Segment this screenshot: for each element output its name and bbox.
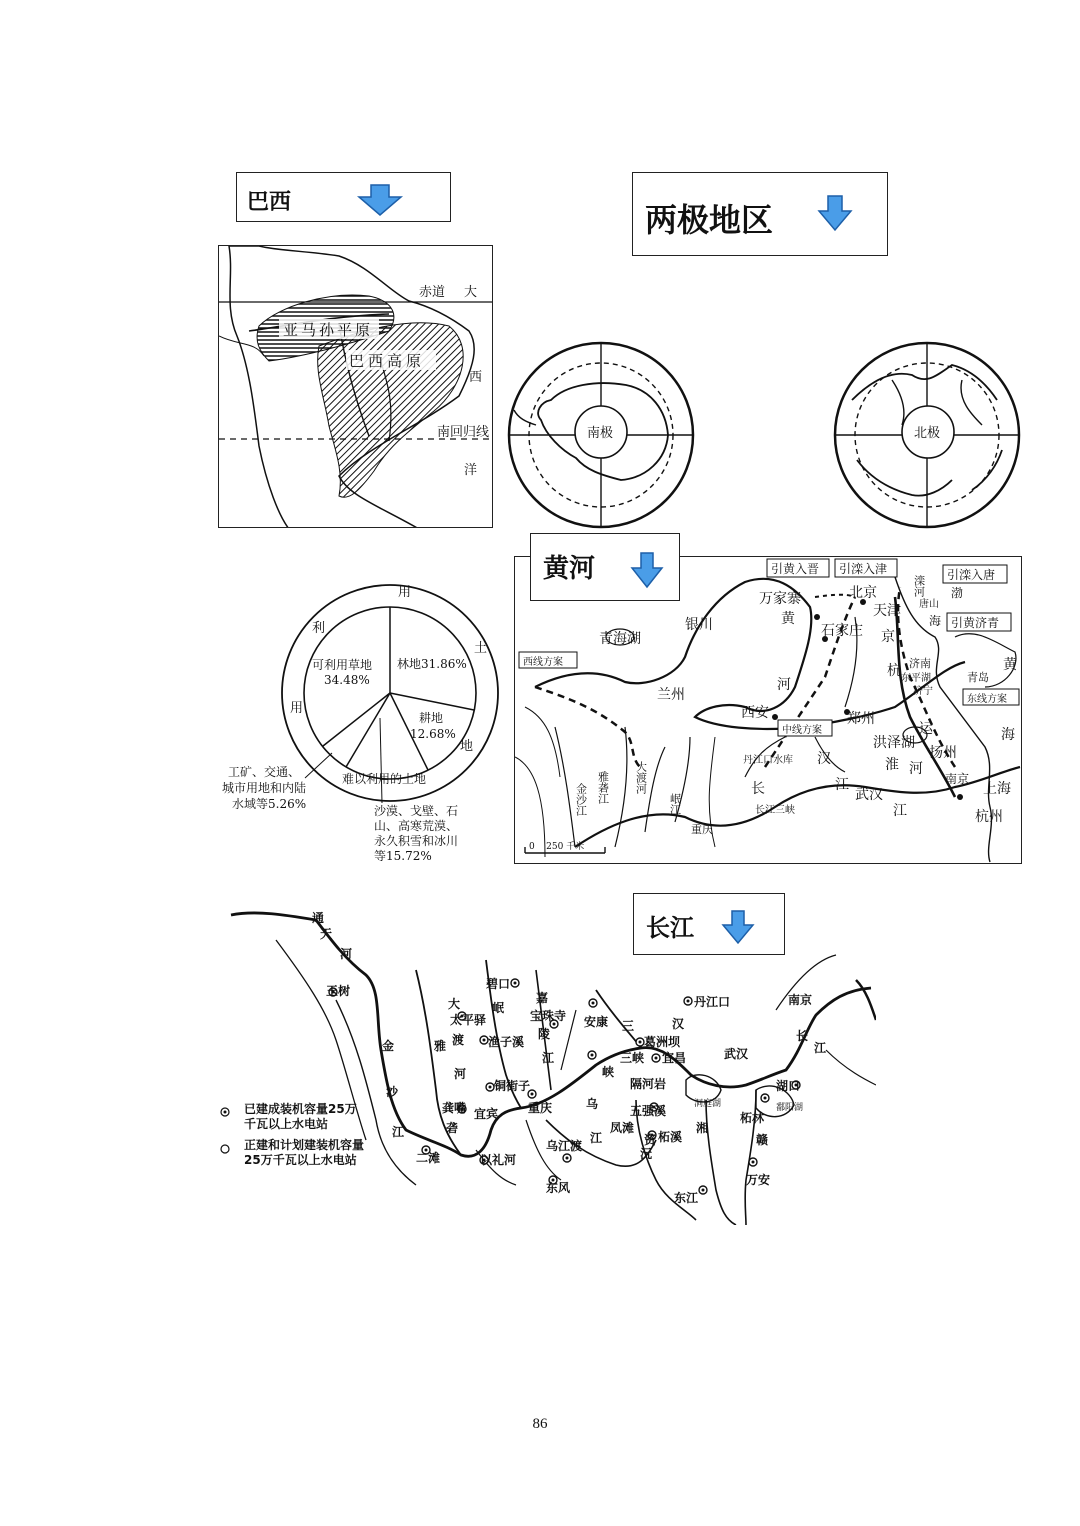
- wujiangdu-label: 乌江渡: [546, 1139, 583, 1153]
- farmland-pct: 12.68%: [410, 727, 456, 741]
- desert-label-3: 永久积雪和冰川: [374, 834, 459, 848]
- xian-label: 西安: [741, 705, 769, 721]
- bikou-label: 碧口: [486, 977, 511, 991]
- yangtze-title: 长江: [646, 914, 694, 942]
- hard-label: 难以利用的土地: [342, 772, 427, 786]
- wanan-label: 万安: [746, 1173, 771, 1187]
- plateau-label: 巴西高原: [349, 352, 426, 370]
- jiang4-label: 江: [814, 1041, 827, 1055]
- qinghai-lake-label: 青海湖: [599, 631, 641, 647]
- ertan-label: 二滩: [416, 1151, 441, 1165]
- north-pole-map: [832, 340, 1022, 530]
- land-use-pie-chart: [220, 578, 510, 868]
- jiang2-label: 江: [542, 1051, 555, 1065]
- jin-label: 金: [382, 1039, 395, 1053]
- wanjiazhai-label: 万家寨: [759, 591, 801, 607]
- ring-label-3: 地: [460, 739, 474, 754]
- urban-label-2: 城市用地和内陆: [222, 781, 307, 795]
- shanghai-label: 上海: [983, 781, 1011, 797]
- scale-label: 0 250 千米: [529, 842, 585, 852]
- jiang-label: 江: [392, 1125, 405, 1139]
- brazil-map-graphic: [219, 246, 493, 528]
- he2-label: 河: [909, 761, 923, 777]
- yinchuan-label: 银川: [685, 617, 713, 633]
- baozhusi-label: 宝珠寺: [530, 1009, 567, 1023]
- hang-label: 杭: [887, 663, 901, 679]
- yun-label: 运: [919, 721, 933, 737]
- forest-label: 林地31.86%: [397, 657, 467, 671]
- ling-label: 陵: [538, 1027, 551, 1041]
- arrow-down-icon: [355, 183, 405, 217]
- zhexi-label: 柘溪: [658, 1130, 683, 1144]
- east-route-label: 东线方案: [967, 694, 1007, 705]
- ring-label-4: 利: [312, 621, 326, 636]
- farmland-label: 耕地: [419, 711, 444, 725]
- long-label: 砻: [446, 1121, 459, 1135]
- arrow-down-icon: [815, 193, 855, 233]
- yinluan-jin-label: 引滦入津: [839, 562, 888, 576]
- nanjing-label: 南京: [945, 772, 970, 786]
- south-pole-map: [506, 340, 696, 530]
- san-label: 三: [622, 1019, 635, 1033]
- han-label: 汉: [672, 1017, 685, 1031]
- yilihe-label: 以礼河: [480, 1153, 517, 1167]
- he-label: 河: [340, 947, 353, 961]
- dongting-label: 洞庭湖: [694, 1099, 722, 1109]
- dongfeng-label: 东风: [546, 1181, 571, 1195]
- da-label: 大: [448, 997, 461, 1011]
- dongjiang-label: 东江: [674, 1191, 699, 1205]
- yuzixi-label: 渔子溪: [488, 1035, 525, 1049]
- legend-planned-line1: 正建和计划建装机容量: [244, 1138, 365, 1152]
- yellow-river-map: [514, 556, 1022, 864]
- nanjing-label: 南京: [788, 993, 813, 1007]
- tangshan-label: 唐山: [919, 599, 939, 610]
- jing-label: 京: [881, 629, 895, 645]
- ring-label-1: 用: [398, 585, 412, 600]
- bo-label: 渤: [951, 586, 964, 600]
- yichang-label: 宜昌: [662, 1051, 687, 1065]
- jia-label: 嘉: [536, 991, 549, 1005]
- sha-label: 沙: [386, 1085, 399, 1099]
- yinhuang-jin-label: 引黄入晋: [771, 562, 820, 576]
- gezhouba-label: 葛洲坝: [644, 1035, 681, 1049]
- he-label: 河: [777, 677, 791, 693]
- hongze-label: 洪泽湖: [873, 735, 915, 751]
- yushu-label: 玉树: [326, 984, 351, 998]
- wu-label: 乌: [586, 1097, 599, 1111]
- tianjin-label: 天津: [873, 603, 901, 619]
- yellow-river-title-box: [530, 533, 680, 601]
- yalong-label: 雅砻江: [596, 771, 610, 804]
- chongqing-label: 重庆: [528, 1101, 553, 1115]
- desert-label-1: 沙漠、戈壁、石: [374, 804, 459, 818]
- amazon-label: 亚马孙平原: [283, 321, 374, 339]
- ring-label-2: 土: [474, 641, 488, 656]
- lanzhou-label: 兰州: [657, 687, 685, 703]
- south-pole-label: 南极: [587, 426, 614, 441]
- luan-he-label: 滦河: [912, 575, 926, 597]
- hukou-label: 湖口: [776, 1079, 801, 1093]
- equator-label: 赤道: [419, 285, 446, 300]
- legend-built-line1: 已建成装机容量25万: [244, 1102, 357, 1116]
- yellow-river-map-graphic: [515, 557, 1022, 864]
- brazil-title-box: [236, 172, 451, 222]
- he2-label: 河: [454, 1067, 467, 1081]
- yellow-river-title: 黄河: [543, 554, 596, 584]
- taipingyi-label: 太平驿: [450, 1013, 487, 1027]
- tian-label: 天: [320, 927, 333, 941]
- page-number: 86: [532, 1416, 548, 1432]
- danjiangkou-label: 丹江口: [694, 995, 731, 1009]
- huang-label: 黄: [781, 611, 795, 627]
- sanxia-label: 三峡: [620, 1051, 645, 1065]
- shijiazhuang-label: 石家庄: [821, 623, 863, 639]
- jiang-label: 江: [835, 777, 849, 793]
- desert-label-2: 山、高寒荒漠、: [374, 819, 459, 833]
- yang-label: 洋: [464, 463, 478, 478]
- ring-label-5: 用: [290, 701, 304, 716]
- grassland-label: 可利用草地: [312, 658, 373, 672]
- urban-label-1: 工矿、交通、: [228, 765, 301, 779]
- middle-route-label: 中线方案: [782, 725, 822, 736]
- han-label: 汉: [817, 751, 831, 767]
- dongping-label: 东平湖: [901, 673, 931, 684]
- built-station-icon: [220, 1107, 230, 1117]
- xiang-label: 湘: [696, 1121, 709, 1135]
- geheyan-label: 隔河岩: [630, 1077, 667, 1091]
- grassland-pct: 34.48%: [324, 673, 370, 687]
- hangzhou-label: 杭州: [975, 809, 1003, 825]
- yibin-label: 宜宾: [474, 1107, 499, 1121]
- zi-label: 资: [644, 1133, 657, 1147]
- wuhan-label: 武汉: [724, 1047, 749, 1061]
- planned-station-icon: [220, 1144, 230, 1154]
- da-label: 大: [464, 285, 478, 300]
- tong-label: 通: [312, 911, 325, 925]
- qingdao-label: 青岛: [967, 671, 989, 684]
- min-label: 岷江: [668, 793, 682, 815]
- legend-built-line2: 千瓦以上水电站: [244, 1117, 329, 1131]
- desert-label-4: 等15.72%: [374, 849, 432, 863]
- polar-title: 两极地区: [645, 201, 774, 239]
- three-gorges-label: 长江三峡: [755, 805, 795, 816]
- gongzui-label: 龚嘴: [442, 1101, 467, 1115]
- ankang-label: 安康: [584, 1015, 609, 1029]
- chongqing-label: 重庆: [691, 823, 713, 836]
- north-pole-label: 北极: [914, 426, 941, 441]
- ya-label: 雅: [434, 1039, 447, 1053]
- xia-label: 峡: [602, 1065, 615, 1079]
- beijing-label: 北京: [849, 585, 877, 601]
- tropic-label: 南回归线: [437, 425, 490, 440]
- wuqiangxi-label: 五强溪: [630, 1104, 667, 1118]
- hai2-label: 海: [1001, 727, 1015, 743]
- min-label: 岷: [492, 1001, 505, 1015]
- jiang3-label: 江: [590, 1131, 603, 1145]
- danjiangkou-label: 丹江口水库: [743, 755, 793, 766]
- huai-label: 淮: [885, 757, 899, 773]
- jinsha-label: 金沙江: [574, 783, 588, 816]
- hai-label: 海: [929, 614, 942, 628]
- du-label: 渡: [452, 1033, 465, 1047]
- arrow-down-icon: [629, 550, 665, 590]
- tongjiezi-label: 铜街子: [494, 1079, 531, 1093]
- fengtan-label: 凤滩: [610, 1121, 635, 1135]
- brazil-map: [218, 245, 493, 528]
- yangtze-legend: [218, 1100, 398, 1170]
- dadu-label: 大渡河: [634, 761, 648, 794]
- jinan-label: 济南: [909, 657, 931, 670]
- legend-planned-line2: 25万千瓦以上水电站: [244, 1153, 357, 1167]
- jining-label: 济宁: [913, 686, 933, 697]
- xi-label: 西: [469, 370, 483, 385]
- urban-label-3: 水域等5.26%: [232, 797, 307, 811]
- brazil-title: 巴西: [247, 190, 292, 215]
- jiang2-label: 江: [893, 803, 907, 819]
- polar-title-box: [632, 172, 888, 256]
- yuan-label: 沅: [640, 1147, 653, 1161]
- yangzhou-label: 扬州: [929, 745, 957, 761]
- poyang-label: 鄱阳湖: [776, 1103, 804, 1113]
- yinhuang-qing-label: 引黄济青: [951, 616, 1000, 630]
- zhengzhou-label: 郑州: [847, 711, 875, 727]
- zhelin-label: 柘林: [740, 1111, 765, 1125]
- huang2-label: 黄: [1003, 657, 1017, 673]
- west-route-label: 西线方案: [523, 657, 563, 668]
- wuhan-label: 武汉: [855, 787, 883, 803]
- yangtze-map: [216, 880, 876, 1225]
- yinluan-tang-label: 引滦入唐: [947, 568, 996, 582]
- gan-label: 赣: [756, 1133, 769, 1147]
- chang-label: 长: [796, 1029, 809, 1043]
- chang-label: 长: [751, 781, 765, 797]
